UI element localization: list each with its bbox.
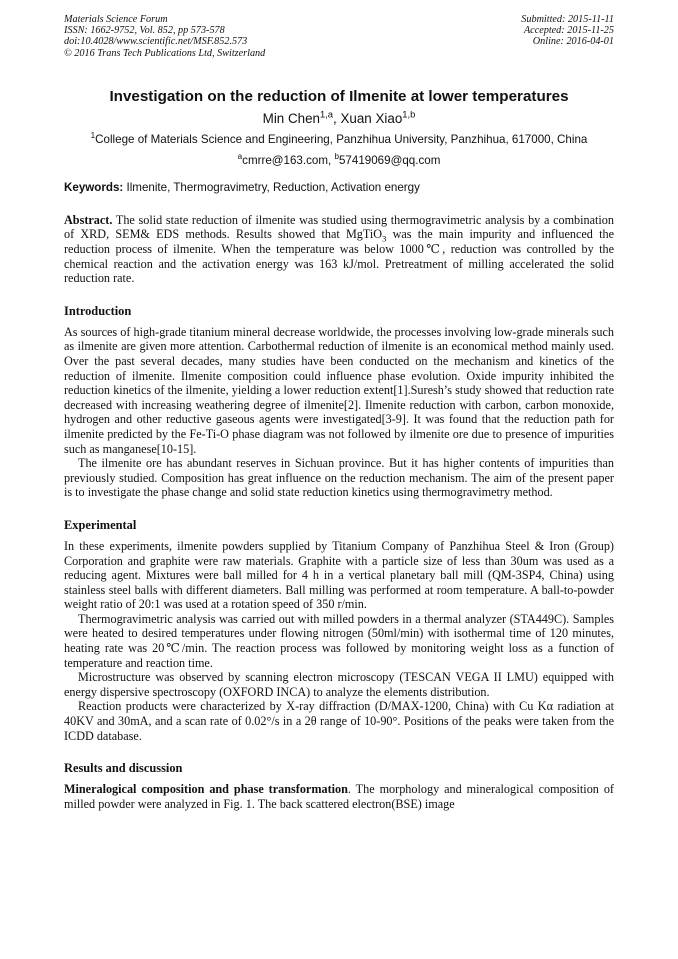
body-paragraph	[64, 782, 614, 811]
doi-line: doi:10.4028/www.scientific.net/MSF.852.573	[64, 36, 248, 48]
page-header	[64, 14, 614, 59]
section-heading-experimental: Experimental	[64, 517, 137, 532]
accepted-date: Accepted: 2015-11-25	[523, 25, 614, 37]
header-left	[64, 14, 265, 59]
abstract-subscript: 3	[382, 233, 387, 244]
author-affiliation-mark: 1,b	[402, 109, 416, 120]
email-separator: ,	[328, 153, 335, 167]
abstract-text: The solid state reduction of ilmenite was studied using thermogravimetric analysis by a combination of XRD, SEM& EDS methods. Results showed that MgTiO	[64, 212, 614, 242]
body-text: . The morphology and mineralogical composition of milled powder were analyzed in Fig. 1. The back scattered electron(BSE) image	[64, 782, 614, 811]
author-name: Xuan Xiao	[340, 110, 403, 126]
body-paragraph: Reaction products were characterized by X-ray diffraction (D/MAX-1200, China) with Cu Kα radiation at 40KV and 30mA, and a scan rate of 0.02°/s in a 2θ range of 10-90°. Positions of the peaks were taken from the ICDD database.	[64, 699, 614, 743]
keywords	[64, 181, 614, 195]
body-paragraph: Thermogravimetric analysis was carried out with milled powders in a thermal analyzer (STA449C). Samples were heated to desired temperatures under flowing nitrogen (50ml/min) with isothermal time of 120 minutes, heating rate was 20℃/min. The reaction process was followed by monitoring weight loss as a function of temperature and reaction time.	[64, 611, 614, 670]
section-heading-results: Results and discussion	[64, 761, 183, 776]
section-heading-introduction: Introduction	[64, 303, 132, 318]
email-mark: a	[237, 151, 243, 161]
email-link[interactable]: cmrre@163.com	[242, 153, 329, 167]
email-mark: b	[334, 151, 339, 161]
copyright-line: © 2016 Trans Tech Publications Ltd, Switzerland	[64, 47, 266, 59]
affiliation	[64, 130, 614, 147]
abstract-text: was the main impurity and influenced the reduction process of ilmenite. When the temperature was below 1000℃, reduction was controlled by the chemical reaction and the activation energy was 163 kJ/mol. Pretreatment of milling accelerated the solid reduction rate.	[64, 227, 614, 286]
body-paragraph: In these experiments, ilmenite powders supplied by Titanium Company of Panzhihua Steel & Iron (Group) Corporation and graphite were raw materials. Graphite with a particle size of less than 30um was used as a reducing agent. Mixtures were ball milled for 4 h in a vertical planetary ball mill (QM-3SP4, China) using stainless steel balls with different diameters. Ball milling was performed at room temperature. A ball-to-powder weight ratio of 20:1 was used at a rotation speed of 350 r/min.	[64, 538, 614, 612]
abstract-label: Abstract.	[64, 212, 113, 227]
body-paragraph: The ilmenite ore has abundant reserves in Sichuan province. But it has higher contents of impurities than previously studied. Composition has great influence on the reduction mechanism. The aim of the present paper is to investigate the phase change and solid state reduction kinetics using thermogravimetry method.	[64, 456, 614, 500]
email-link[interactable]: 57419069@qq.com	[338, 153, 441, 167]
keywords-text: Ilmenite, Thermogravimetry, Reduction, Activation energy	[123, 180, 420, 194]
affiliation-text: College of Materials Science and Engineering, Panzhihua University, Panzhihua, 617000, China	[95, 132, 588, 146]
author-name: Min Chen	[262, 110, 320, 126]
journal-name: Materials Science Forum	[64, 14, 168, 25]
body-paragraph: As sources of high-grade titanium mineral decrease worldwide, the processes involving low-grade minerals such as ilmenite are given more attention. Carbothermal reduction of ilmenite is an economical method mainly used. Over the past several decades, many studies have been conducted on the mechanism and kinetics of the reduction of ilmenite. Ilmenite composition could influence phase evolution. Oxide impurity inhibited the reduction kinetics of the ilmenite, yielding a lower reduction extent[1].Suresh’s study showed that reduction rate decreased with increasing weathering degree of ilmenite[2]. Ilmenite reduction with carbon, carbon monoxide, hydrogen and other reductive gaseous agents were investigated[3-9]. It was found that the reduction path for ilmenite predicted by the Fe-Ti-O phase diagram was not followed by ilmenite ore due to presence of impurities such as manganese[10-15].	[64, 324, 614, 456]
affiliation-mark: 1	[90, 130, 96, 140]
author-list	[64, 110, 614, 127]
body-paragraph: Microstructure was observed by scanning electron microscopy (TESCAN VEGA II LMU) equipped with energy dispersive spectroscopy (OXFORD INCA) to analyze the elements distribution.	[64, 670, 614, 699]
keywords-label: Keywords:	[64, 180, 124, 194]
abstract	[64, 213, 614, 286]
header-right	[521, 14, 614, 59]
issn-line: ISSN: 1662-9752, Vol. 852, pp 573-578	[64, 25, 225, 37]
author-separator: ,	[333, 110, 341, 126]
author-affiliation-mark: 1,a	[319, 109, 334, 120]
paper-title: Investigation on the reduction of Ilmenite at lower temperatures	[109, 87, 569, 105]
author-emails	[64, 151, 614, 168]
online-date: Online: 2016-04-01	[532, 36, 614, 48]
submitted-date: Submitted: 2015-11-11	[521, 14, 614, 25]
subsection-heading: Mineralogical composition and phase transformation	[64, 782, 348, 797]
